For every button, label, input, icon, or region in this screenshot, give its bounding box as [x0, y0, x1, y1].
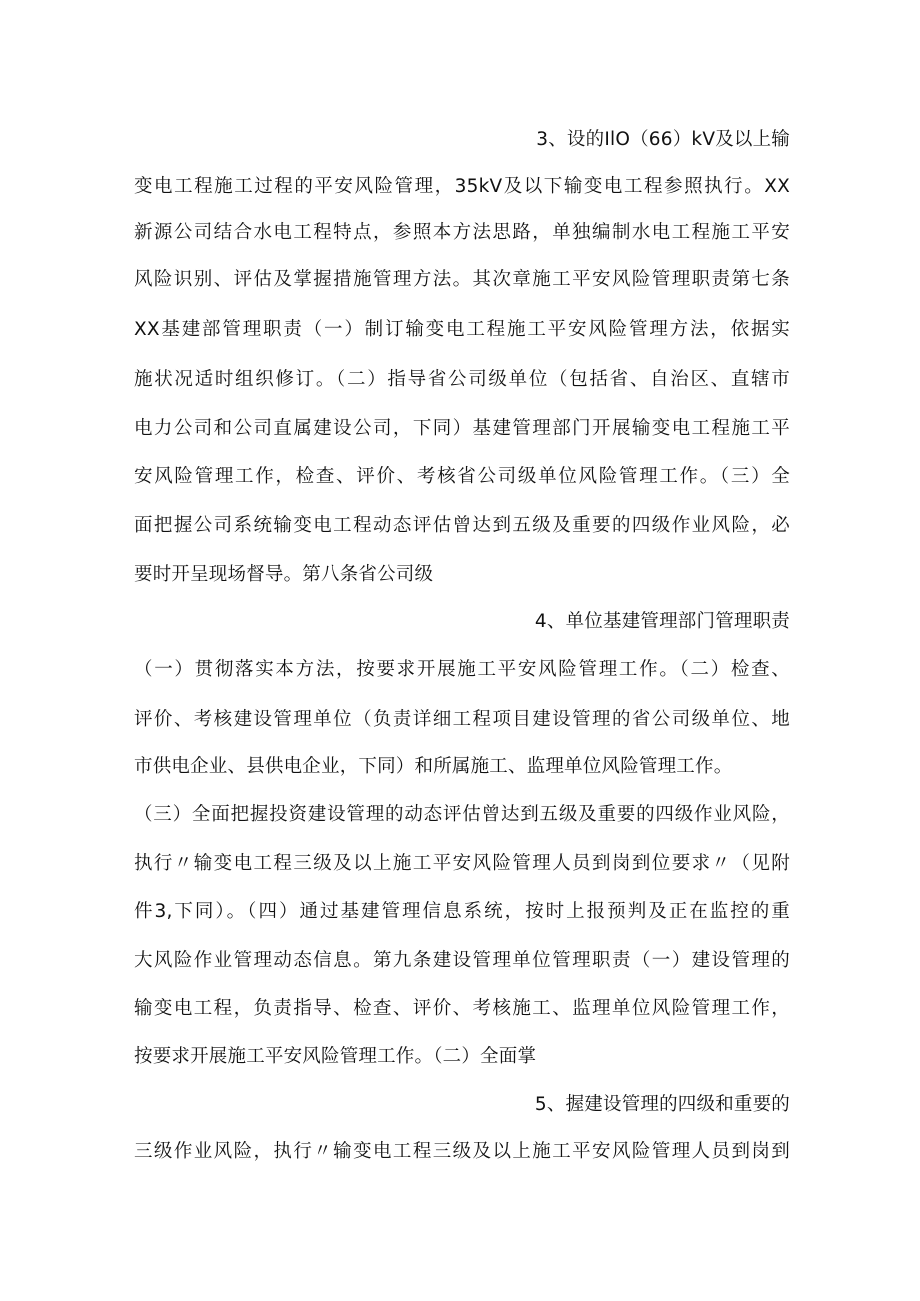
paragraph-line: 风险识别、评估及掌握措施管理方法。其次章施工平安风险管理职责第七条	[134, 269, 790, 290]
paragraph-line: 要时开呈现场督导。第八条省公司级	[134, 564, 434, 585]
paragraph-line: （一）贯彻落实本方法，按要求开展施工平安风险管理工作。（二）检查、	[134, 659, 790, 680]
paragraph-line: 面把握公司系统输变电工程动态评估曾达到五级及重要的四级作业风险，必	[134, 515, 790, 536]
section-3-heading: 3、设的IlO（66）kV及以上输	[536, 129, 790, 150]
paragraph-line: 输变电工程，负责指导、检查、评价、考核施工、监理单位风险管理工作，	[134, 998, 790, 1019]
paragraph-line: （三）全面把握投资建设管理的动态评估曾达到五级及重要的四级作业风险，	[134, 804, 790, 825]
paragraph-line: 评价、考核建设管理单位（负责详细工程项目建设管理的省公司级单位、地	[134, 709, 790, 730]
paragraph-line: 施状况适时组织修订。（二）指导省公司级单位（包括省、自治区、直辖市	[134, 369, 790, 390]
paragraph-line: 三级作业风险，执行〃输变电工程三级及以上施工平安风险管理人员到岗到	[134, 1141, 790, 1162]
paragraph-line: 执行〃输变电工程三级及以上施工平安风险管理人员到岗到位要求〃（见附	[134, 853, 790, 874]
paragraph-line: 电力公司和公司直属建设公司，下同）基建管理部门开展输变电工程施工平	[134, 418, 790, 439]
paragraph-line: XX基建部管理职责（一）制订输变电工程施工平安风险管理方法，依据实	[134, 319, 790, 340]
section-5-heading: 5、握建设管理的四级和重要的	[534, 1094, 790, 1115]
paragraph-line: 变电工程施工过程的平安风险管理，35kV及以下输变电工程参照执行。XX	[134, 176, 790, 197]
paragraph-line: 件3,下同）。（四）通过基建管理信息系统，按时上报预判及正在监控的重	[134, 901, 790, 922]
paragraph-line: 新源公司结合水电工程特点，参照本方法思路，单独编制水电工程施工平安	[134, 222, 790, 243]
paragraph-line: 安风险管理工作，检查、评价、考核省公司级单位风险管理工作。（三）全	[134, 466, 790, 487]
paragraph-line: 按要求开展施工平安风险管理工作。（二）全面掌	[134, 1046, 537, 1067]
section-4-heading: 4、单位基建管理部门管理职责	[534, 611, 790, 632]
paragraph-line: 市供电企业、县供电企业，下同）和所属施工、监理单位风险管理工作。	[134, 756, 733, 777]
paragraph-line: 大风险作业管理动态信息。第九条建设管理单位管理职责（一）建设管理的	[134, 950, 790, 971]
